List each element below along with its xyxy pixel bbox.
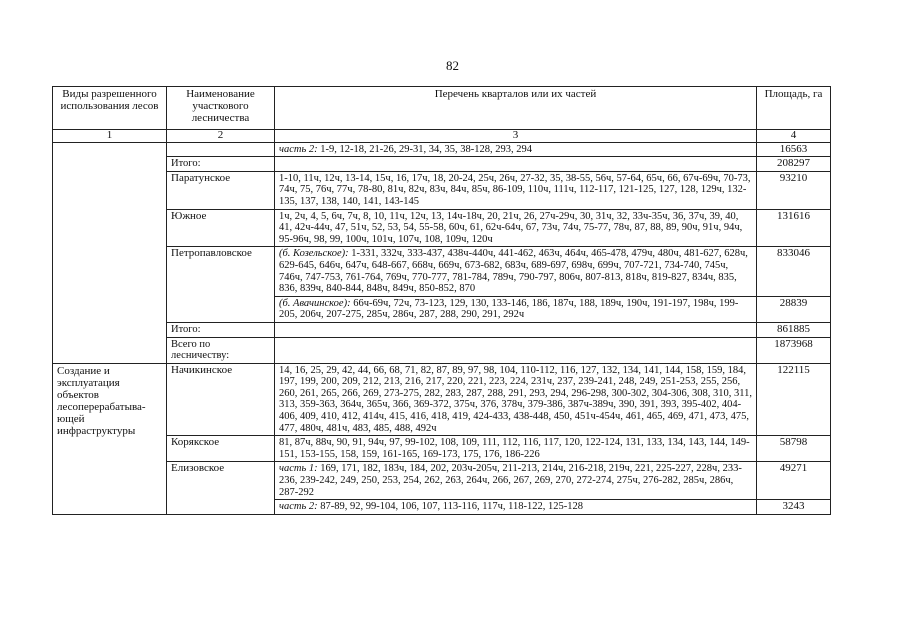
table-row bbox=[53, 157, 831, 172]
table-row bbox=[53, 171, 831, 209]
quarters-cell bbox=[275, 462, 757, 500]
page-number: 82 bbox=[446, 58, 459, 73]
area-cell: 208297 bbox=[757, 157, 831, 172]
header-area: Площадь, га bbox=[757, 87, 831, 130]
quarters-text: 1-9, 12-18, 21-26, 29-31, 34, 35, 38-128, 293, 294 bbox=[317, 143, 533, 155]
column-number: 3 bbox=[275, 130, 757, 143]
table-row bbox=[53, 209, 831, 247]
table-row bbox=[53, 337, 831, 363]
forestry-name: Петропавловское bbox=[167, 247, 275, 323]
area-cell: 131616 bbox=[757, 209, 831, 247]
area-cell: 58798 bbox=[757, 436, 831, 462]
quarters-cell bbox=[275, 247, 757, 296]
subtotal-label: Итого: bbox=[167, 322, 275, 337]
area-cell: 861885 bbox=[757, 322, 831, 337]
header-forestry-name: Наименование участкового лесничества bbox=[167, 87, 275, 130]
header-quarters-list: Перечень кварталов или их частей bbox=[275, 87, 757, 130]
table-row bbox=[53, 142, 831, 157]
column-number: 1 bbox=[53, 130, 167, 143]
forestry-name: Южное bbox=[167, 209, 275, 247]
forestry-name: Паратунское bbox=[167, 171, 275, 209]
table-row bbox=[53, 247, 831, 296]
table-header-row bbox=[53, 87, 831, 130]
quarters-text: 1-331, 332ч, 333-437, 438ч-440ч, 441-462, 463ч, 464ч, 465-478, 479ч, 480ч, 481-627, 628ч, 629-645, 646ч, 647ч, 648-667, 668ч, 669ч, 673-682, 683ч, 689-697, 698ч, 699ч, 707-721, 734-740, 745ч, 746ч, 747-753, 761-764, 769ч, 770-777, 781-784, 789ч, 790-797, 806ч, 807-813, 818ч, 819-827, 834ч, 835, 836, 839ч, 840-844, 848ч, 849ч, 850-852, 870 bbox=[279, 248, 748, 295]
table-row bbox=[53, 462, 831, 500]
part-label: часть 2: bbox=[279, 501, 318, 513]
quarters-cell bbox=[275, 296, 757, 322]
column-numbers-row bbox=[53, 130, 831, 143]
part-label: (б. Козельское): bbox=[279, 248, 349, 260]
area-cell: 93210 bbox=[757, 171, 831, 209]
quarters-text: 169, 171, 182, 183ч, 184, 202, 203ч-205ч, 211-213, 214ч, 216-218, 219ч, 221, 225-227, 228ч, 233-236, 239-242, 249, 250, 253, 254, 262, 263, 264ч, 266, 267, 269, 270, 272-274, 275ч, 276-282, 285ч, 286ч, 287-292 bbox=[279, 463, 742, 498]
table-row bbox=[53, 436, 831, 462]
subtotal-label: Итого: bbox=[167, 157, 275, 172]
quarters-cell: 81, 87ч, 88ч, 90, 91, 94ч, 97, 99-102, 108, 109, 111, 112, 116, 117, 120, 122-124, 131, 133, 134, 143, 144, 149-151, 153-155, 158, 159, 161-165, 169-173, 175, 176, 186-226 bbox=[275, 436, 757, 462]
area-cell: 122115 bbox=[757, 363, 831, 436]
quarters-cell: 1ч, 2ч, 4, 5, 6ч, 7ч, 8, 10, 11ч, 12ч, 13, 14ч-18ч, 20, 21ч, 26, 27ч-29ч, 30, 31ч, 32, 33ч-35ч, 36, 37ч, 39, 40, 41, 42ч-44ч, 47, 51ч, 52, 53, 54, 55-58, 60ч, 61, 62ч-64ч, 67, 73ч, 74ч, 75-77, 78ч, 87, 88, 89, 90ч, 91ч, 94ч, 95-96ч, 98, 99, 100ч, 101ч, 107ч, 108, 109ч, 120ч bbox=[275, 209, 757, 247]
column-number: 4 bbox=[757, 130, 831, 143]
area-cell: 3243 bbox=[757, 500, 831, 515]
part-label: часть 1: bbox=[279, 463, 318, 475]
area-cell: 49271 bbox=[757, 462, 831, 500]
table-row bbox=[53, 363, 831, 436]
quarters-cell-empty bbox=[275, 157, 757, 172]
quarters-cell: 14, 16, 25, 29, 42, 44, 66, 68, 71, 82, 87, 89, 97, 98, 104, 110-112, 116, 127, 132, 134, 141, 144, 158, 159, 184, 197, 199, 200, 209, 212, 213, 216, 217, 220, 221, 223, 224, 231ч, 237, 239-241, 248, 249, 251-253, 255, 256, 260, 261, 265, 266, 269, 273-275, 282, 283, 287, 288, 291, 293, 294, 296-298, 300-302, 304-306, 308, 310, 311, 313, 359-363, 364ч, 365ч, 366, 369-372, 375ч, 376, 378ч, 379-386, 387ч-389ч, 390, 391, 393, 395-402, 404-406, 409, 410, 412, 414ч, 415, 416, 418, 419, 424-433, 438-448, 450, 451ч-454ч, 461, 465, 469, 471, 473, 475, 477, 480ч, 481ч, 483, 485, 488, 492ч bbox=[275, 363, 757, 436]
header-use-type: Виды разрешенного использования лесов bbox=[53, 87, 167, 130]
quarters-cell-empty bbox=[275, 337, 757, 363]
use-type-cell-empty bbox=[53, 142, 167, 363]
forestry-name: Корякское bbox=[167, 436, 275, 462]
use-type-cell: Создание и эксплуатация объектов лесоперерабатыва-ющей инфраструктуры bbox=[53, 363, 167, 514]
quarters-text: 87-89, 92, 99-104, 106, 107, 113-116, 117ч, 118-122, 125-128 bbox=[317, 501, 583, 513]
table-row bbox=[53, 322, 831, 337]
quarters-cell: 1-10, 11ч, 12ч, 13-14, 15ч, 16, 17ч, 18, 20-24, 25ч, 26ч, 27-32, 35, 38-55, 56ч, 57-64, 65ч, 66, 67ч-69ч, 70-73, 74ч, 75, 76ч, 77ч, 78-80, 81ч, 82ч, 83ч, 84ч, 85ч, 86-109, 110ч, 111ч, 112-117, 121-125, 127, 128, 129ч, 132-135, 137, 138, 140, 141, 143-145 bbox=[275, 171, 757, 209]
quarters-cell-empty bbox=[275, 322, 757, 337]
area-cell: 16563 bbox=[757, 142, 831, 157]
column-number: 2 bbox=[167, 130, 275, 143]
part-label: часть 2: bbox=[279, 143, 318, 155]
quarters-text: 66ч-69ч, 72ч, 73-123, 129, 130, 133-146, 186, 187ч, 188, 189ч, 190ч, 191-197, 198ч, 199-205, 206ч, 207-275, 285ч, 286ч, 287, 288, 290, 291, 292ч bbox=[279, 297, 739, 321]
forestry-name: Елизовское bbox=[167, 462, 275, 514]
forestry-name: Начикинское bbox=[167, 363, 275, 436]
quarters-cell bbox=[275, 500, 757, 515]
total-label: Всего по лесничеству: bbox=[167, 337, 275, 363]
forest-use-table bbox=[52, 86, 831, 515]
area-cell: 833046 bbox=[757, 247, 831, 296]
forestry-name-cell-empty bbox=[167, 142, 275, 157]
quarters-cell bbox=[275, 142, 757, 157]
part-label: (б. Авачинское): bbox=[279, 297, 351, 309]
total-area-cell: 1873968 bbox=[757, 337, 831, 363]
area-cell: 28839 bbox=[757, 296, 831, 322]
